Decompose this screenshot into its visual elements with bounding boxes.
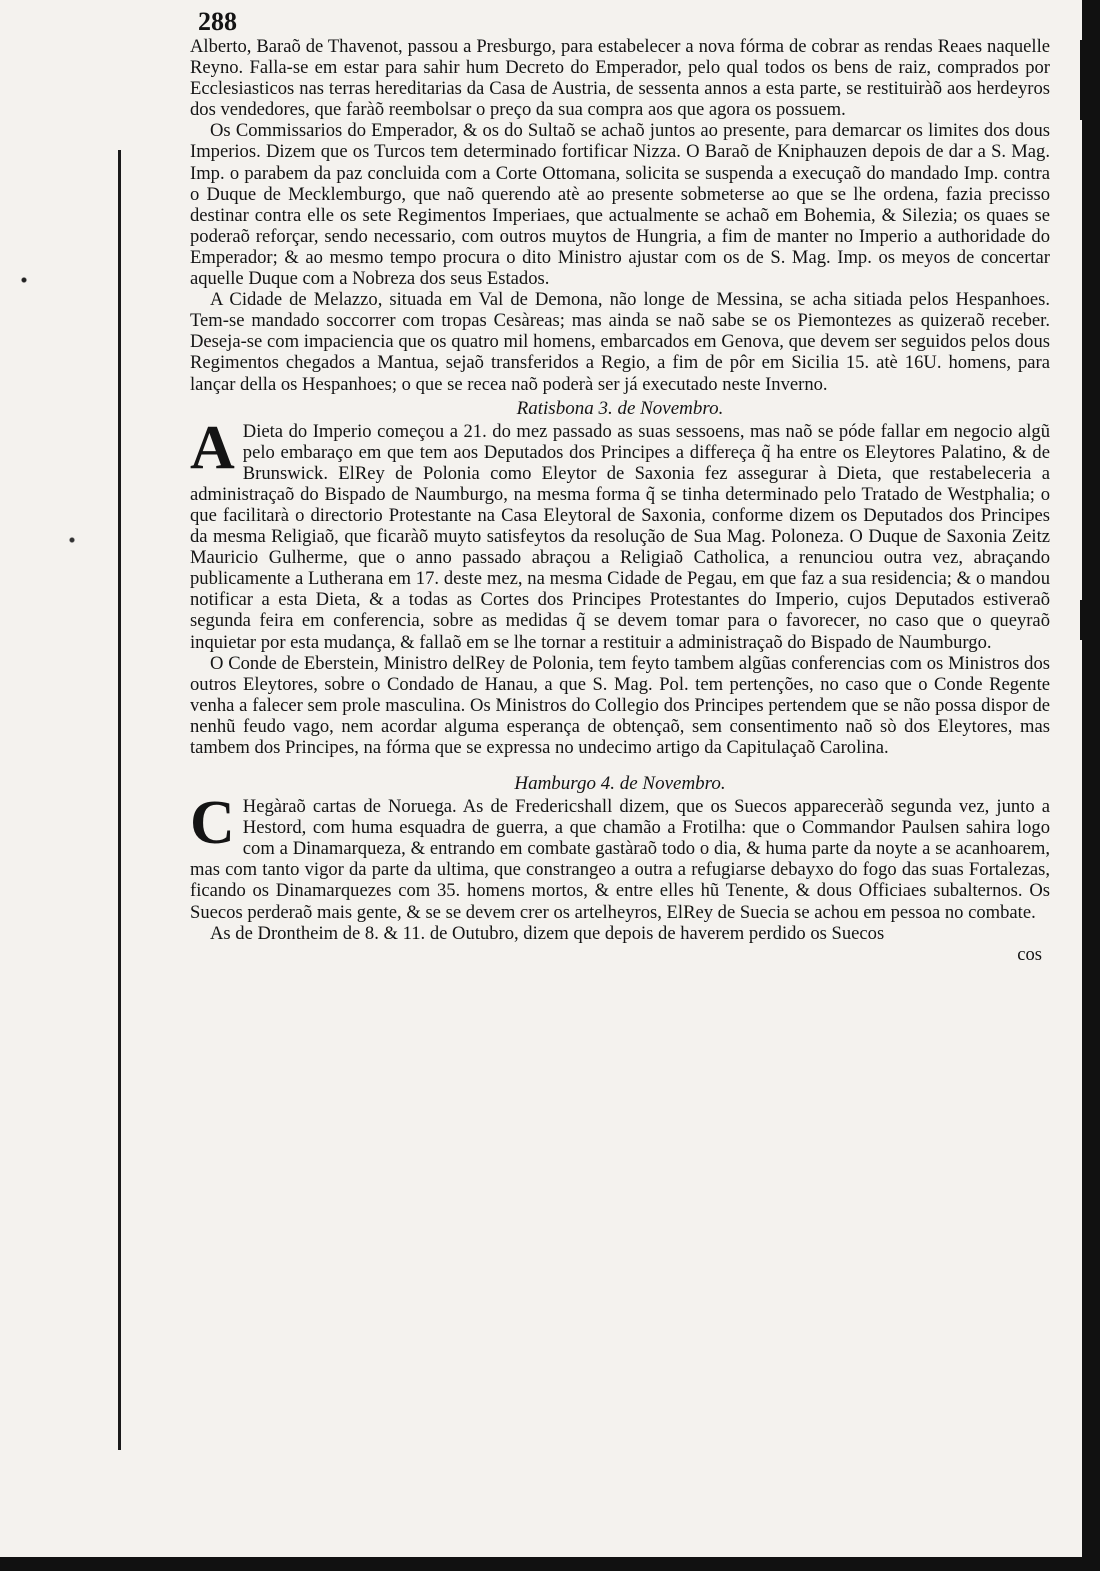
page-content [190, 8, 1050, 965]
article-hamburgo [190, 789, 1050, 923]
paragraph: As de Drontheim de 8. & 11. de Outubro, dizem que depois de haverem perdido os Suecos [210, 922, 885, 944]
paragraph: Dieta do Imperio começou a 21. do mez passado as suas sessoens, mas naõ se póde fallar em negocio algũ pelo embaraço em que tem aos Deputados dos Principes a differeça q̃ ha entre os Eleytores Palatino, & de Brunswick. ElRey de Polonia como Eleytor de Saxonia fez assegurar à Dieta, que restabeleceria a administraçaõ do Bispado de Naumburgo, na mesma forma q̃ se tinha determinado pelo Tratado de Westphalia; o que facilitarà o directorio Protestante na Casa Eleytoral de Saxonia, conforme dizem os Deputados dos Principes da mesma Religiaõ, que ficaràõ muyto satisfeytos da resolução de Sua Mag. Poloneza. O Duque de Saxonia Zeitz Mauricio Gulherme, que o anno passado abraçou a Religiaõ Catholica, a renunciou outra vez, abraçando publicamente a Lutherana em 17. deste mez, na mesma Cidade de Pegau, em que faz a sua residencia; & o mandou notificar a esta Dieta, & a todas as Cortes dos Principes Protestantes do Imperio, cujos Deputados estiveraõ segunda feira em conferencia, sobre as medidas q̃ se devem tomar para o favorecer, no caso que o queyraõ inquietar por esta mudança, & fallaõ em se lhe tornar a restituir a administraçaõ do Bispado de Naumburgo. [190, 420, 1050, 653]
page-number: 288 [198, 7, 237, 36]
left-page-shadow [0, 150, 120, 1450]
paragraph: Os Commissarios do Emperador, & os do Sultaõ se achaõ juntos ao presente, para demarcar os limites dos dous Imperios. Dizem que os Turcos tem determinado fortificar Nizza. O Baraõ de Kniphauzen depois de dar a S. Mag. Imp. o parabem da paz concluida com a Corte Ottomana, solicita se suspenda a execuçaõ do mandado Imp. contra o Duque de Mecklemburgo, que naõ querendo atè ao presente sobmeterse ao que se lhe ordena, fazia precisso destinar contra elle os sete Regimentos Imperiaes, que actualmente se achaõ em Bohemia, & Silezia; os quaes se poderaõ reforçar, sendo necessario, com outros muytos de Hungria, a fim de manter no Imperio a authoridade do Emperador; & ao mesmo tempo procura o dito Ministro ajustar com os de S. Mag. Imp. os meyos de concertar aquelle Duque com a Nobreza dos seus Estados. [190, 120, 1050, 290]
right-border [1082, 0, 1100, 1571]
catchword: cos [1017, 943, 1042, 965]
drop-cap: C [190, 789, 235, 858]
paragraph: A Cidade de Melazzo, situada em Val de Demona, não longe de Messina, se acha sitiada pelos Hespanhoes. Tem-se mandado soccorrer com tropas Cesàreas; mas ainda se naõ sabe se os Piemontezes as quizeraõ receber. Deseja-se com impaciencia que os quatro mil homens, embarcados em Genova, que devem ser seguidos pelos dous Regimentos chegados a Mantua, sejaõ transferidos a Regio, a fim de pôr em Sicilia 15. atè 16U. homens, para lançar della os Hespanhoes; o que se recea naõ poderà ser já executado neste Inverno. [190, 289, 1050, 395]
left-page-edge [118, 150, 121, 1450]
dateline-hamburgo: Hamburgo 4. de Novembro. [514, 773, 726, 795]
right-edge-mark [1080, 600, 1086, 640]
dateline-ratisbona: Ratisbona 3. de Novembro. [516, 397, 724, 419]
drop-cap: A [190, 413, 235, 482]
bottom-border [0, 1557, 1100, 1571]
paragraph: Hegàraõ cartas de Noruega. As de Fredericshall dizem, que os Suecos appareceràõ segunda vez, junto a Hestord, com huma esquadra de guerra, a que chamão a Frotilha: que o Commandor Paulsen sahira logo com a Dinamarqueza, & entrando em combate gastàraõ todo o dia, & huma parte da noyte a se acanhoarem, mas com tanto vigor da parte da ultima, que constrangeo a outra a refugiarse debayxo do fogo das suas Fortalezas, ficando os Dinamarquezes com 35. homens mortos, & entre elles hũ Tenente, & dous Officiaes subalternos. Os Suecos perderaõ mais gente, & se se devem crer os artelheyros, ElRey de Suecia se achou em pessoa no combate. [190, 796, 1050, 923]
right-edge-mark [1080, 40, 1086, 120]
paragraph: Alberto, Baraõ de Thavenot, passou a Presburgo, para estabelecer a nova fórma de cobrar as rendas Reaes naquelle Reyno. Falla-se em estar para sahir hum Decreto do Emperador, pelo qual todos os bens de raiz, comprados por Ecclesiasticos nas terras hereditarias da Casa de Austria, de sessenta annos a esta parte, se restituiràõ aos herdeyros dos vendedores, que faràõ reembolsar o preço da sua compra aos que agora os possuem. [190, 36, 1050, 121]
article-ratisbona [190, 413, 1050, 653]
paragraph: O Conde de Eberstein, Ministro delRey de Polonia, tem feyto tambem algũas conferencias com os Ministros dos outros Eleytores, sobre o Condado de Hanau, a que S. Mag. Pol. tem pertenções, no caso que o Conde Regente venha a falecer sem prole masculina. Os Ministros do Collegio dos Principes pertendem que se não possa dispor de nenhũ feudo vago, nem acordar alguma esperança de obtençaõ, sem consentimento naõ sò dos Eleytores, mas tambem dos Principes, na fórma que se expressa no undecimo artigo da Capitulaçaõ Carolina. [190, 652, 1050, 758]
